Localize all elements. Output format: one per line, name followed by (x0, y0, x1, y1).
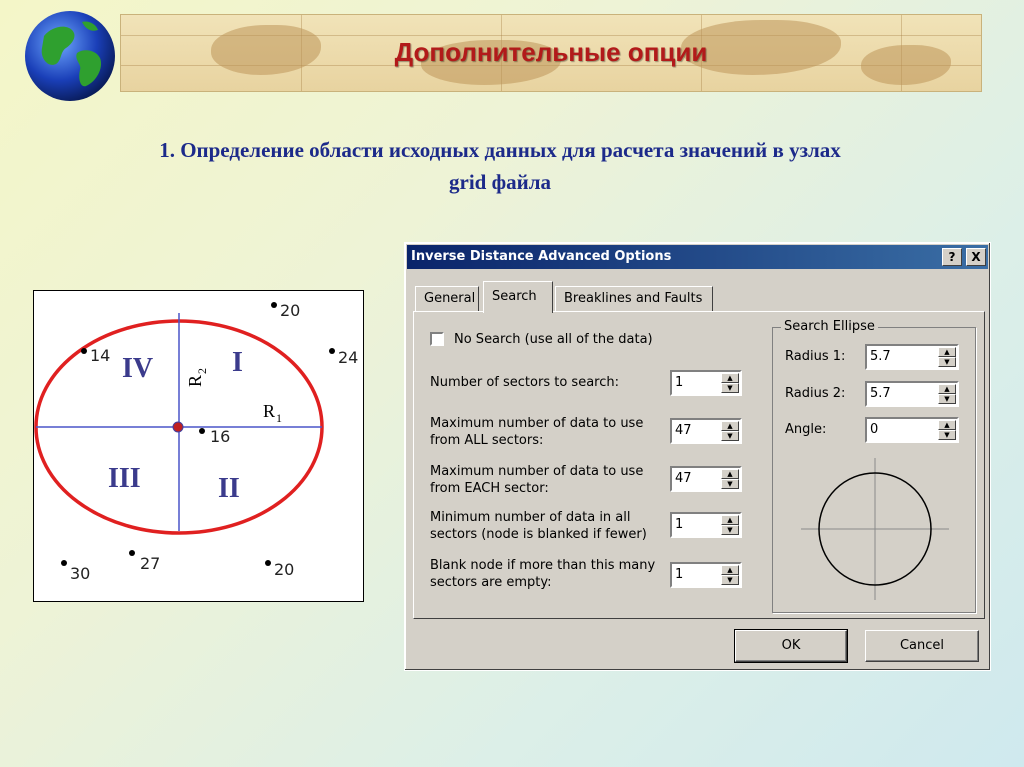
radius-1-value[interactable]: 5.7 (870, 349, 891, 364)
quadrant-label-ii: II (218, 473, 240, 504)
search-tab-panel (413, 311, 985, 619)
radius-1-label: Radius 1: (785, 349, 846, 364)
min-data-label-1: Minimum number of data in all (430, 510, 631, 525)
spin-down-icon[interactable]: ▼ (938, 430, 956, 440)
data-point-label: 27 (140, 554, 161, 573)
max-each-sector-label-1: Maximum number of data to use (430, 464, 644, 479)
spin-up-icon[interactable]: ▲ (721, 421, 739, 431)
quadrant-label-i: I (232, 347, 243, 378)
data-point (61, 560, 67, 566)
dialog-titlebar[interactable] (407, 245, 988, 269)
title-banner (120, 14, 982, 92)
globe-icon (22, 8, 118, 104)
data-point (129, 550, 135, 556)
angle-value[interactable]: 0 (870, 422, 879, 437)
blank-node-label-2: sectors are empty: (430, 575, 552, 590)
spin-down-icon[interactable]: ▼ (721, 479, 739, 489)
r1-subscript: 1 (276, 411, 282, 425)
radius-2-value[interactable]: 5.7 (870, 386, 891, 401)
quadrant-label-iv: IV (122, 353, 154, 384)
no-search-checkbox[interactable] (430, 332, 444, 346)
no-search-label: No Search (use all of the data) (454, 332, 653, 347)
radius-2-stepper[interactable] (865, 381, 959, 407)
spin-down-icon[interactable]: ▼ (721, 525, 739, 535)
inverse-distance-options-dialog (404, 242, 991, 671)
r2-subscript: 2 (195, 368, 209, 374)
spin-down-icon[interactable]: ▼ (938, 357, 956, 367)
subtitle-line-2: grid файла (449, 170, 551, 194)
data-point (329, 348, 335, 354)
spin-down-icon[interactable]: ▼ (721, 431, 739, 441)
max-each-sector-label-2: from EACH sector: (430, 481, 549, 496)
data-point (271, 302, 277, 308)
tab-search[interactable]: Search (483, 281, 553, 313)
ellipse-preview (795, 454, 955, 604)
spin-up-icon[interactable]: ▲ (938, 384, 956, 394)
max-each-sector-stepper[interactable] (670, 466, 742, 492)
close-icon[interactable]: X (966, 248, 986, 266)
tab-breaklines-and-faults[interactable]: Breaklines and Faults (555, 286, 713, 312)
max-all-sectors-label-2: from ALL sectors: (430, 433, 544, 448)
r1-label: R (263, 401, 276, 421)
data-point (81, 348, 87, 354)
data-point-label: 24 (338, 348, 359, 367)
blank-node-stepper[interactable] (670, 562, 742, 588)
search-sector-diagram (33, 290, 364, 602)
spin-up-icon[interactable]: ▲ (721, 469, 739, 479)
data-point (265, 560, 271, 566)
subtitle-line-1: 1. Определение области исходных данных для расчета значений в узлах (159, 138, 841, 162)
max-each-sector-value[interactable]: 47 (675, 471, 692, 486)
data-point-label: 20 (280, 301, 301, 320)
data-point-label: 30 (70, 564, 91, 583)
r2-label: R (185, 374, 205, 387)
max-all-sectors-label-1: Maximum number of data to use (430, 416, 644, 431)
data-point (199, 428, 205, 434)
angle-label: Angle: (785, 422, 827, 437)
tab-general[interactable]: General (415, 286, 479, 312)
data-point-label: 20 (274, 560, 295, 579)
search-ellipse-group (772, 319, 976, 613)
spin-down-icon[interactable]: ▼ (721, 383, 739, 393)
grid-node (173, 422, 183, 432)
spin-up-icon[interactable]: ▲ (721, 515, 739, 525)
angle-stepper[interactable] (865, 417, 959, 443)
sectors-to-search-stepper[interactable] (670, 370, 742, 396)
spin-up-icon[interactable]: ▲ (938, 347, 956, 357)
blank-node-value[interactable]: 1 (675, 567, 684, 582)
search-ellipse-group-label: Search Ellipse (781, 319, 878, 334)
cancel-button[interactable]: Cancel (865, 630, 979, 662)
data-point-label: 16 (210, 427, 231, 446)
help-icon[interactable]: ? (942, 248, 962, 266)
spin-up-icon[interactable]: ▲ (721, 565, 739, 575)
data-point-label: 14 (90, 346, 111, 365)
ok-button[interactable]: OK (735, 630, 847, 662)
radius-1-stepper[interactable] (865, 344, 959, 370)
min-data-stepper[interactable] (670, 512, 742, 538)
slide-title: Дополнительные опции (394, 37, 708, 67)
max-all-sectors-stepper[interactable] (670, 418, 742, 444)
sectors-to-search-value[interactable]: 1 (675, 375, 684, 390)
spin-down-icon[interactable]: ▼ (721, 575, 739, 585)
max-all-sectors-value[interactable]: 47 (675, 423, 692, 438)
dialog-title: Inverse Distance Advanced Options (411, 249, 672, 264)
min-data-label-2: sectors (node is blanked if fewer) (430, 527, 647, 542)
quadrant-label-iii: III (108, 463, 141, 494)
sectors-to-search-label: Number of sectors to search: (430, 375, 619, 390)
spin-up-icon[interactable]: ▲ (938, 420, 956, 430)
min-data-value[interactable]: 1 (675, 517, 684, 532)
spin-down-icon[interactable]: ▼ (938, 394, 956, 404)
radius-2-label: Radius 2: (785, 386, 846, 401)
spin-up-icon[interactable]: ▲ (721, 373, 739, 383)
blank-node-label-1: Blank node if more than this many (430, 558, 656, 573)
